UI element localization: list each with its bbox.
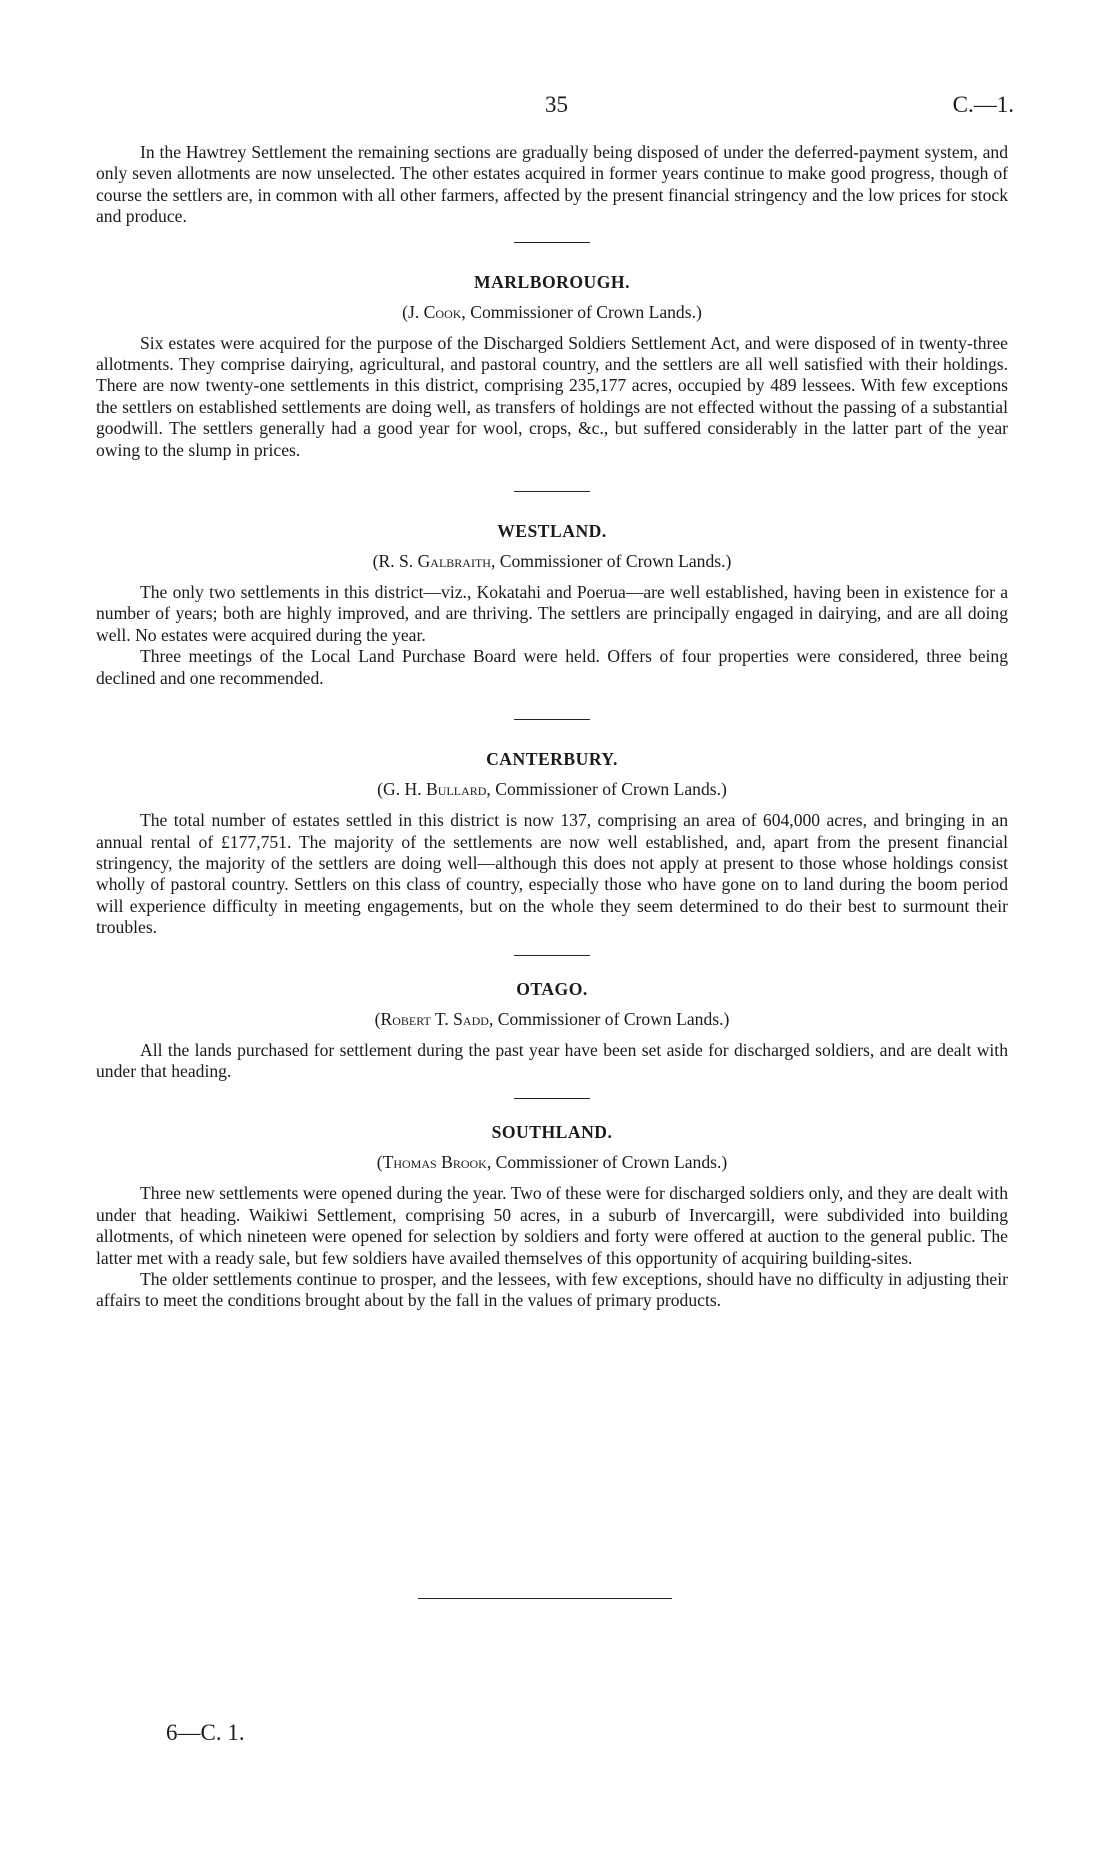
section-paragraph: Three new settlements were opened during the year. Two of these were for discharged soldiers only, and they are dealt with under that heading. Waikiwi Settlement, comprising 50 acres, in a suburb of Invercargill, were subdivided into building allotments, of which nineteen were opened for selection by soldiers and forty were offered at auction to the general public. The latter met with a ready sale, but few soldiers have availed themselves of this opportunity of acquiring building-sites. [96,1183,1008,1268]
commissioner-open: (J. [402,301,424,322]
commissioner-line [96,550,1008,572]
section-divider [514,491,590,492]
section-paragraph: Six estates were acquired for the purpose of the Discharged Soldiers Settlement Act, and were disposed of in twenty-three allotments. They comprise dairying, agricultural, and pastoral country, and the settlers are all well satisfied with their holdings. There are now twenty-one settlements in this district, comprising 235,177 acres, occupied by 489 lessees. With few exceptions the settlers on established settlements are doing well, as transfers of holdings are not effected without the passing of a substantial goodwill. The settlers generally had a good year for wool, crops, &c., but suffered considerably in the latter part of the year owing to the slump in prices. [96,332,1008,460]
document-code: C.—1. [952,92,1014,117]
commissioner-open: ( [376,1152,383,1173]
commissioner-name: Robert T. Sadd [380,1008,489,1029]
page-number: 35 [545,92,568,117]
commissioner-line [96,1151,1008,1173]
section-divider [514,1098,590,1099]
section-paragraph: The older settlements continue to prosper, and the lessees, with few exceptions, should have no difficulty in adjusting their affairs to meet the conditions brought about by the fall in the values of primary products. [96,1268,1008,1311]
commissioner-name: Cook [423,301,462,322]
commissioner-open: ( [374,1008,381,1029]
commissioner-name: Thomas Brook [382,1152,487,1173]
commissioner-rest: , Commissioner of Crown Lands.) [486,779,727,800]
section-paragraph: The only two settlements in this district—viz., Kokatahi and Poerua—are well established, having been in existence for a number of years; both are highly improved, and are thriving. The settlers are principally engaged in dairying, and are all doing well. No estates were acquired during the year. [96,582,1008,645]
commissioner-open: (R. S. [372,551,418,572]
section-westland [96,520,1008,689]
page-header [0,92,1114,122]
commissioner-line [96,1008,1008,1030]
commissioner-rest: , Commissioner of Crown Lands.) [490,551,732,572]
page-content [96,142,1008,1312]
footer-rule [418,1598,672,1599]
section-paragraph: Three meetings of the Local Land Purchase Board were held. Offers of four properties were considered, three being declined and one recommended. [96,646,1008,688]
section-canterbury [96,748,1008,938]
footer-signature: 6—C. 1. [166,1720,245,1745]
section-divider [514,719,590,720]
section-paragraph: All the lands purchased for settlement during the past year have been set aside for discharged soldiers, and are dealt with under that heading. [96,1039,1008,1081]
section-otago [96,978,1008,1083]
section-southland [96,1121,1008,1311]
commissioner-name: Bullard [426,779,487,800]
section-title: CANTERBURY. [486,749,618,770]
commissioner-name: Galbraith [417,551,491,572]
section-title: SOUTHLAND. [491,1122,613,1143]
commissioner-rest: , Commissioner of Crown Lands.) [461,301,702,322]
section-divider [514,955,590,956]
section-divider [514,242,590,243]
commissioner-line [96,301,1008,323]
section-title: WESTLAND. [497,521,607,542]
commissioner-open: (G. H. [377,779,427,800]
commissioner-rest: , Commissioner of Crown Lands.) [486,1152,728,1173]
section-title: OTAGO. [516,978,588,999]
commissioner-rest: , Commissioner of Crown Lands.) [488,1008,730,1029]
intro-paragraph: In the Hawtrey Settlement the remaining sections are gradually being disposed of under the deferred-payment system, and only seven allotments are now unselected. The other estates acquired in former years continue to make good progress, though of course the settlers are, in common with all other farmers, affected by the present financial stringency and the low prices for stock and produce. [96,142,1008,227]
commissioner-line [96,778,1008,800]
section-paragraph: The total number of estates settled in this district is now 137, comprising an area of 604,000 acres, and bringing in an annual rental of £177,751. The majority of the settlements are now well established, and, apart from the present financial stringency, the majority of the settlers are doing well—although this does not apply at present to those whose holdings consist wholly of pastoral country. Settlers on this class of country, especially those who have gone on to land during the boom period will experience difficulty in meeting engagements, but on the whole they seem determined to do their best to surmount their troubles. [96,810,1008,938]
section-marlborough [96,271,1008,461]
section-title: MARLBOROUGH. [473,271,631,292]
